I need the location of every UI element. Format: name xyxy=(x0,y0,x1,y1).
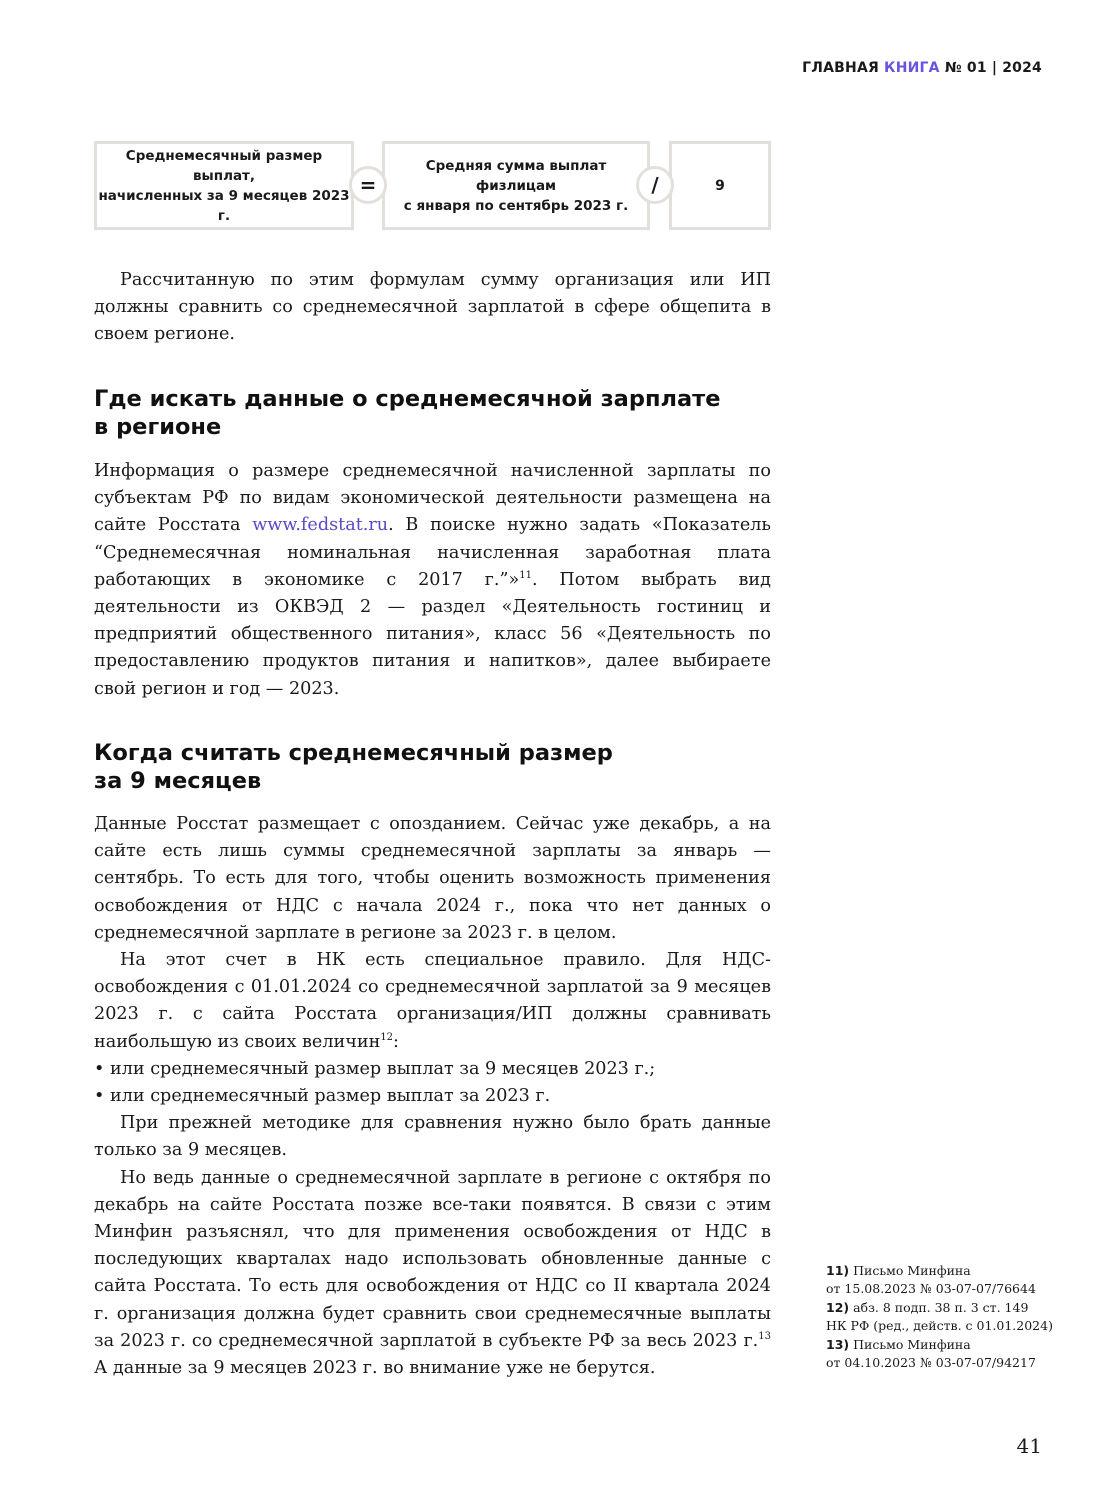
text-run: А данные за 9 месяцев 2023 г. во внимание уже не берутся. xyxy=(94,1358,656,1379)
fedstat-link[interactable]: www.fedstat.ru xyxy=(252,515,389,536)
header-issue: № 01 | 2024 xyxy=(944,60,1042,76)
paragraph-old-method: При прежней методике для сравнения нужно было брать данные только за 9 месяцев. xyxy=(94,1113,771,1161)
section-heading-when-line2: за 9 месяцев xyxy=(94,768,262,794)
section-heading-when xyxy=(94,739,771,795)
list-item: • или среднемесячный размер выплат за 9 месяцев 2023 г.; xyxy=(94,1056,771,1083)
running-header xyxy=(802,60,1042,76)
section-heading-where-line1: Где искать данные о среднемесячной зарплате xyxy=(94,386,721,412)
section-where-paragraph xyxy=(94,458,771,703)
footnote-number: 11) xyxy=(826,1263,850,1278)
text-run: : xyxy=(393,1031,399,1052)
divide-operator-icon: / xyxy=(636,166,674,204)
footnote-11 xyxy=(826,1262,1066,1297)
footnote-number: 12) xyxy=(826,1300,850,1315)
formula-right-box xyxy=(669,141,771,230)
header-title-part2: КНИГА xyxy=(884,60,940,76)
text-run: . В поиске нужно задать «Показатель “Среднемесячная номинальная начисленная заработная плата работающих в экономике с 2017 г.”» xyxy=(94,515,771,590)
page-number: 41 xyxy=(1016,1434,1042,1458)
footnote-ref-12[interactable]: 12 xyxy=(380,1031,394,1043)
section-heading-when-line1: Когда считать среднемесячный размер xyxy=(94,740,613,766)
formula-middle-line2: с января по сентябрь 2023 г. xyxy=(403,197,629,214)
list-item: • или среднемесячный размер выплат за 2023 г. xyxy=(94,1083,771,1110)
footnote-13 xyxy=(826,1336,1066,1371)
header-title-part1: ГЛАВНАЯ xyxy=(802,60,879,76)
formula-left-line1: Среднемесячный размер выплат, xyxy=(125,147,323,184)
footnote-number: 13) xyxy=(826,1337,850,1352)
footnote-text: НК РФ (ред., действ. с 01.01.2024) xyxy=(826,1317,1053,1333)
formula-left-box xyxy=(94,141,354,230)
section-heading-where xyxy=(94,385,771,441)
formula-middle-box xyxy=(382,141,650,230)
intro-paragraph-block xyxy=(94,267,771,349)
paragraph-rosstat-delay: Данные Росстат размещает с опозданием. Сейчас уже декабрь, а на сайте есть лишь суммы среднемесячной зарплаты за январь — сентябрь. То есть для того, чтобы оценить возможность применения освобождения от НДС с начала 2024 г., пока что нет данных о среднемесячной зарплате в регионе за 2023 г. в целом. xyxy=(94,814,771,943)
footnote-text: Письмо Минфина xyxy=(853,1337,971,1352)
formula-middle-line1: Средняя сумма выплат физлицам xyxy=(425,157,607,194)
footnote-ref-11[interactable]: 11 xyxy=(519,569,532,581)
text-run: . Потом выбрать вид деятельности из ОКВЭД 2 — раздел «Деятельность гостиниц и предприятий общественного питания», класс 56 «Деятельность по предоставлению продуктов питания и напитков», далее выбираете свой регион и год — 2023. xyxy=(94,569,771,699)
footnote-text: от 04.10.2023 № 03-07-07/94217 xyxy=(826,1354,1036,1370)
footnote-text: абз. 8 подп. 38 п. 3 ст. 149 xyxy=(853,1300,1029,1315)
text-run: На этот счет в НК есть специальное правило. Для НДС-освобождения с 01.01.2024 со среднемесячной зарплатой за 9 месяцев 2023 г. с сайта Росстата организация/ИП должны сравнивать наибольшую из своих величин xyxy=(94,950,771,1052)
section-when-body xyxy=(94,811,771,1382)
footnote-12 xyxy=(826,1299,1066,1334)
text-run: Но ведь данные о среднемесячной зарплате в регионе с октября по декабрь на сайте Росстата позже все-таки появятся. В связи с этим Минфин разъяснял, что для применения освобождения от НДС в последующих кварталах надо использовать обновленные данные с сайта Росстата. То есть для освобождения от НДС со II квартала 2024 г. организация должна будет сравнить свои среднемесячные выплаты за 2023 г. со среднемесячной зарплатой в субъекте РФ за весь 2023 г. xyxy=(94,1167,771,1351)
formula-left-line2: начисленных за 9 месяцев 2023 г. xyxy=(98,187,350,224)
footnote-text: от 15.08.2023 № 03-07-07/76644 xyxy=(826,1280,1036,1296)
formula-diagram xyxy=(94,141,771,236)
equals-operator-icon: = xyxy=(349,166,387,204)
footnote-text: Письмо Минфина xyxy=(853,1263,971,1278)
paragraph-updated-data xyxy=(94,1165,771,1383)
intro-paragraph: Рассчитанную по этим формулам сумму организация или ИП должны сравнить со среднемесячной зарплатой в сфере общепита в своем регионе. xyxy=(94,270,771,345)
section-where-body xyxy=(94,458,771,703)
formula-divisor: 9 xyxy=(715,177,725,194)
text-run: Информация о размере среднемесячной начисленной зарплаты по субъектам РФ по видам экономической деятельности размещена на сайте Росстата xyxy=(94,461,771,536)
footnote-ref-13[interactable]: 13 xyxy=(758,1331,771,1342)
section-heading-where-line2: в регионе xyxy=(94,414,222,440)
paragraph-special-rule xyxy=(94,947,771,1056)
footnotes xyxy=(826,1262,1066,1373)
